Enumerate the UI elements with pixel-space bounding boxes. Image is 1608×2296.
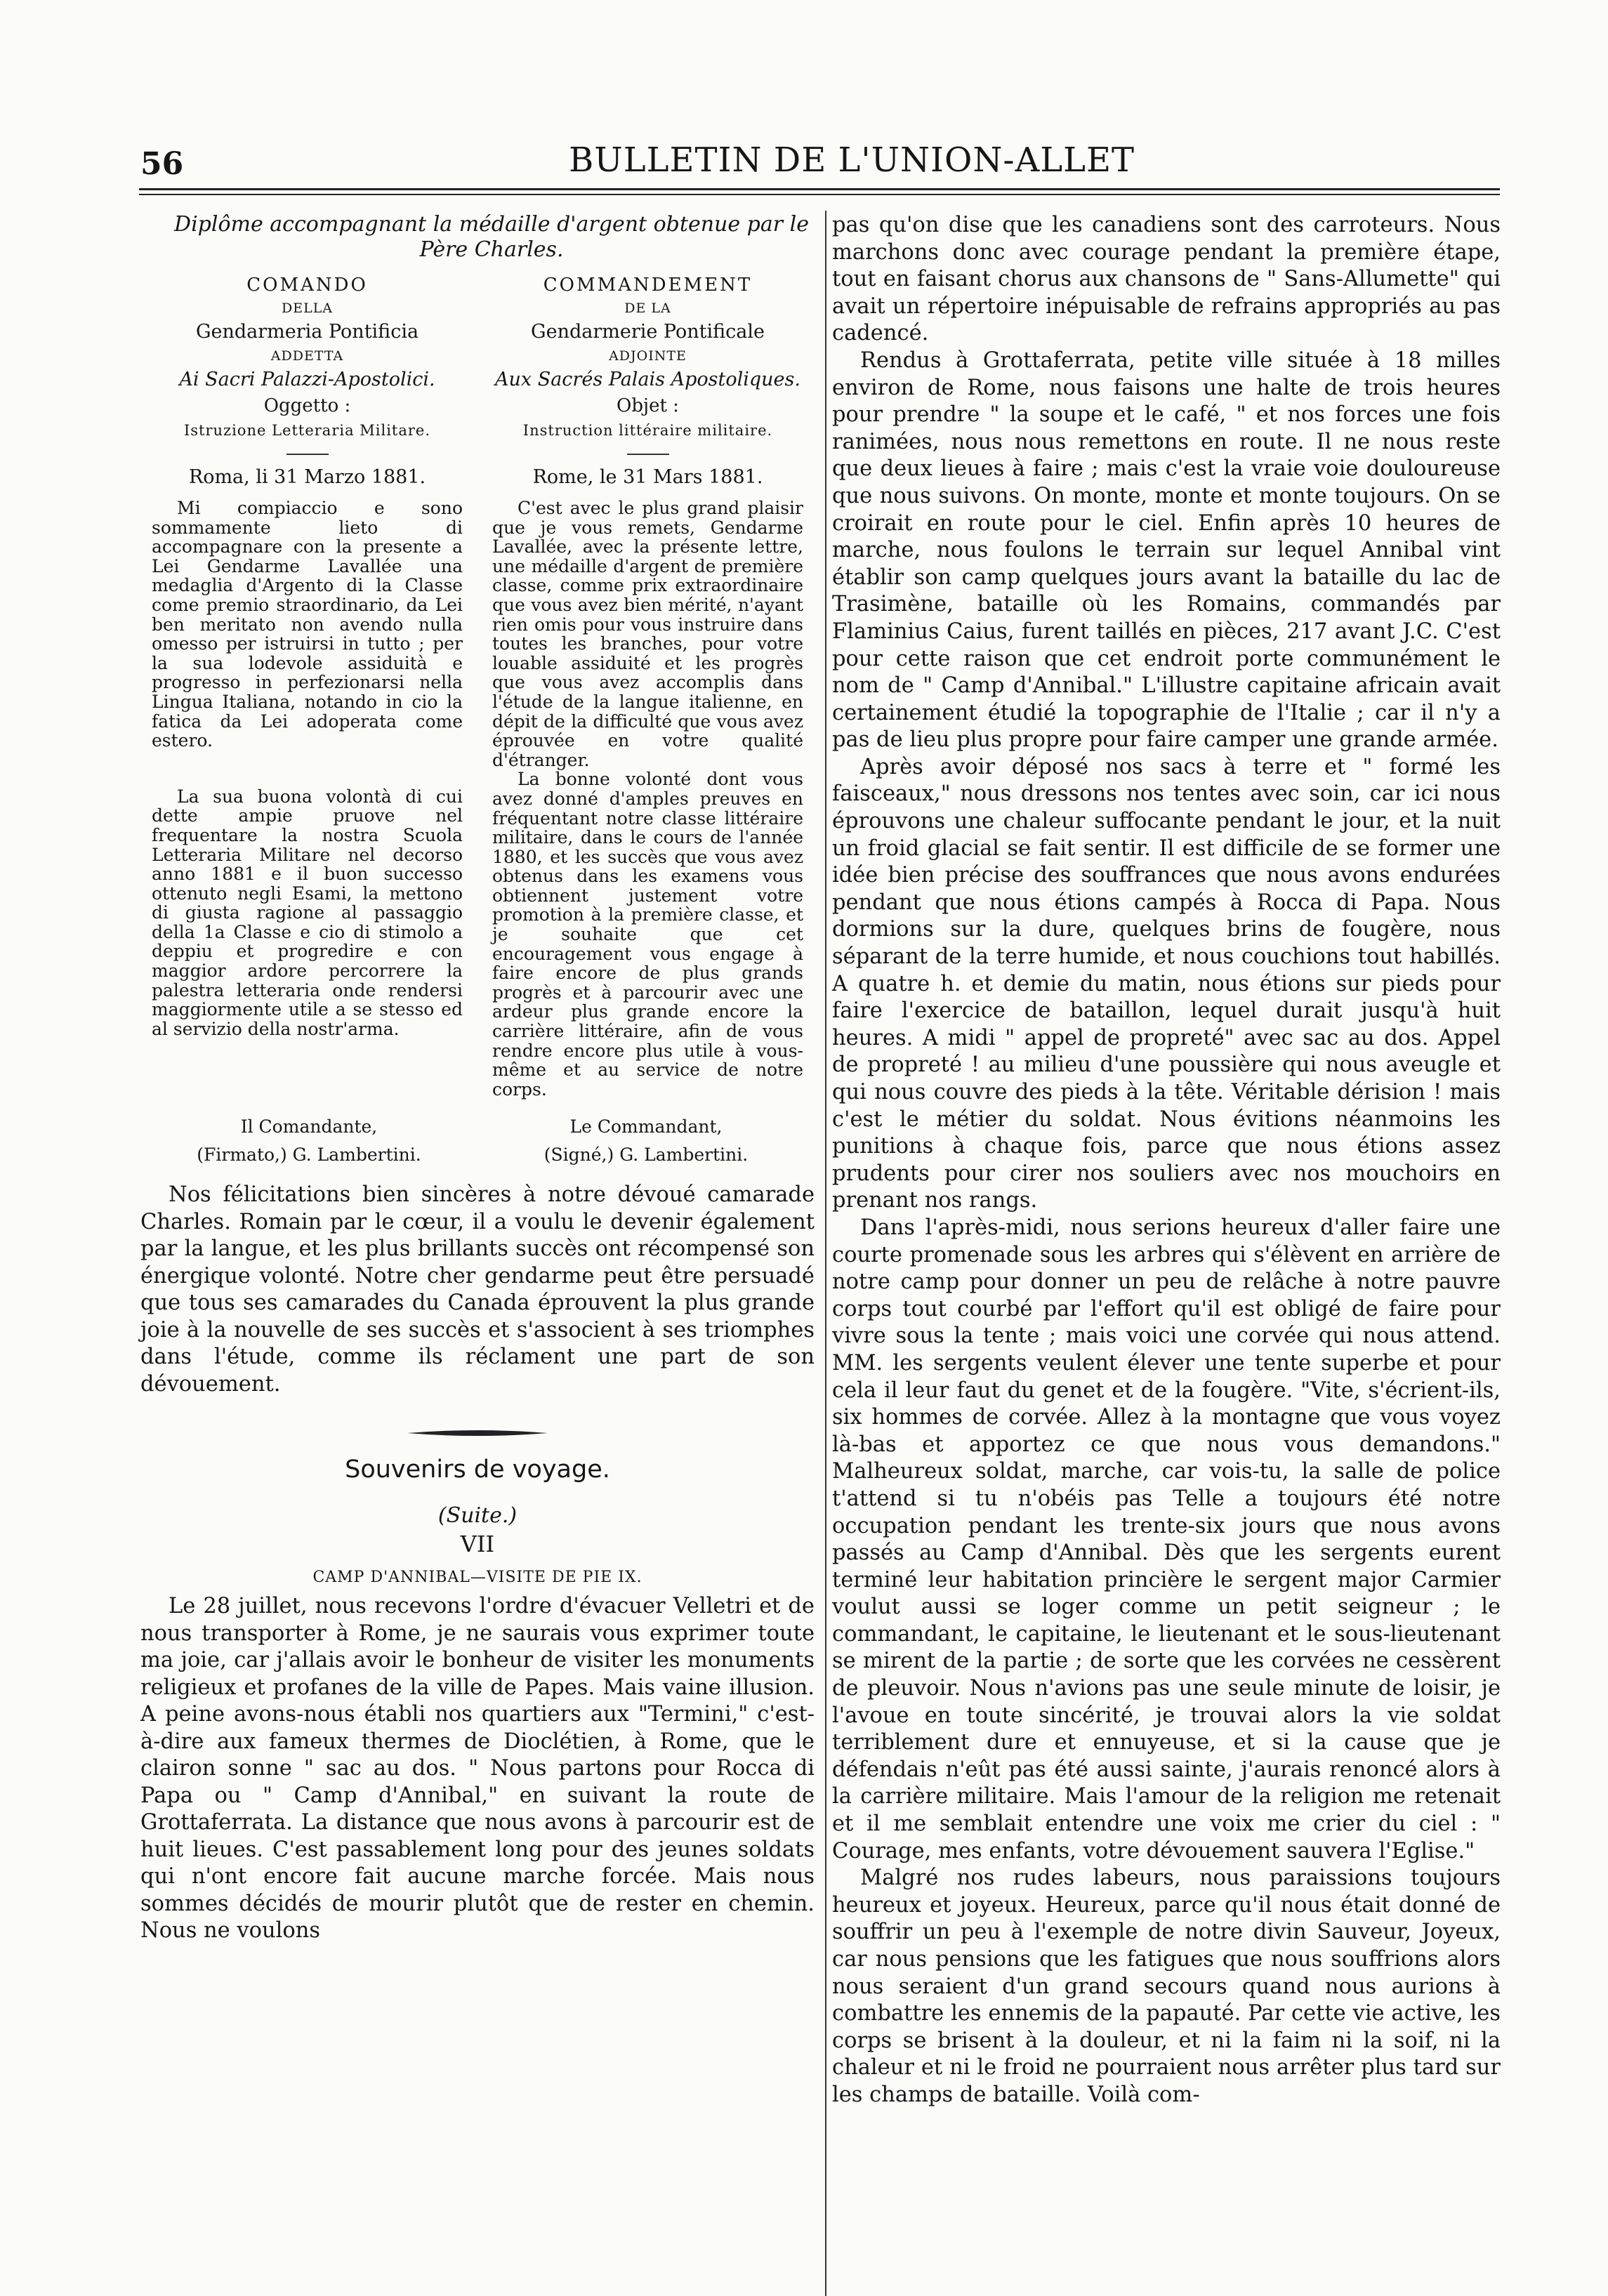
french-text	[481, 499, 815, 1099]
page-number: 56	[140, 146, 184, 182]
italian-paragraph-2: La sua buona volontà di cui dette ampie pruove nel frequentare la nostra Scuola Letteraria Militare nel decorso anno 1881 e il buon successo ottenuto negli Esami, la mettono di giusta ragione al passaggio della 1a Classe e cio di stimolo a deppiu et progredire e con maggior ardore percorrere la palestra letteraria onde rendersi maggiormente utile a se stesso ed al servizio della nostr'arma.	[152, 786, 463, 1039]
italian-heading-1: COMANDO	[246, 275, 368, 296]
french-heading-5: Aux Sacrés Palais Apostoliques.	[495, 369, 800, 390]
story-paragraph-4: Après avoir déposé nos sacs à terre et " formé les faisceaux," nous dressons nos tentes avec soin, car ici nous éprouvons une chaleur suffocante pendant le jour, et la nuit un froid glacial se fait sentir. Il est difficile de se former une idée bien précise des souffrances que nous avons endurées pendant que nous étions campés à Rocca di Papa. Nous dormions sur la dure, quelques brins de fougère, nous séparant de la terre humide, et nous couchions tout habillés. A quatre h. et demie du matin, nous étions sur pieds pour faire l'exercice de bataillon, lequel durait jusqu'à huit heures. A midi " appel de propreté" avec sac au dos. Appel de propreté ! au milieu d'une poussière qui nous aveugle et qui nous couvre des pieds à la tête. Véritable dérision ! mais c'est le métier du soldat. Nous évitions néanmoins les punitions à chaque fois, parce que nous étions assez prudents pour cirer nos souliers avec nos mouchoirs en prenant nos rangs.	[832, 754, 1501, 1213]
right-column	[832, 212, 1501, 2109]
suite-label: (Suite.)	[437, 1503, 518, 1529]
chapter-heading: CAMP D'ANNIBAL—VISITE DE PIE IX.	[312, 1569, 642, 1587]
french-signature: (Signé,) G. Lambertini.	[543, 1144, 749, 1166]
italian-paragraph-1: Mi compiaccio e sono sommamente lieto di accompagnare con la presente a Lei Gendarme Lavallée una medaglia d'Argento di la Classe come premio straordinario, da Lei ben meritato non avendo nulla omesso per istruirsi in tutto ; per la sua lodevole assiduità e progresso in perfezionarsi nella Lingua Italiana, notando in cio la fatica da Lei adoperata come estero.	[152, 498, 463, 751]
italian-subject-label: Oggetto :	[263, 395, 351, 416]
italian-signature: (Firmato,) G. Lambertini.	[197, 1144, 421, 1166]
left-column	[140, 212, 815, 1945]
french-paragraph-1: C'est avec le plus grand plaisir que je vous remets, Gendarme Lavallée, avec la présente lettre, une médaille d'argent de première classe, comme prix extraordinaire que vous avez bien mérité, n'ayant rien omis pour vous instruire dans toutes les branches, pour votre louable assiduité et les progrès que vous avez accomplis dans l'étude de la langue italienne, en dépit de la difficulté que vous avez éprouvée en votre qualité d'étranger.	[492, 498, 803, 770]
ornament-divider-icon	[407, 1429, 548, 1437]
italian-subject: Istruzione Letteraria Militare.	[183, 422, 431, 439]
story-paragraph-1: Le 28 juillet, nous recevons l'ordre d'évacuer Velletri et de nous transporter à Rome, je ne saurais vous exprimer toute ma joie, car j'allais avoir le bonheur de visiter les monuments religieux et profanes de la ville de Papes. Mais vaine illusion. A peine avons-nous établi nos quartiers aux "Termini," c'est-à-dire aux fameux thermes de Dioclétien, à Rome, que le clairon sonne " sac au dos. " Nous partons pour Rocca di Papa ou " Camp d'Annibal," en suivant la route de Grottaferrata. La distance que nous avons à parcourir est de huit lieues. C'est passablement long pour des jeunes soldats qui n'ont encore fait aucune marche forcée. Mais nous sommes décidés de mourir plutôt que de rester en chemin. Nous ne voulons	[140, 1594, 815, 1944]
section-title: Souvenirs de voyage.	[345, 1456, 610, 1484]
story-paragraph-6: Malgré nos rudes labeurs, nous paraissions toujours heureux et joyeux. Heureux, parce qu'il nous était donné de souffrir un peu à l'exemple de notre divin Sauveur, Joyeux, car nous pensions que les fatigues que nous souffrions alors nous seraient d'un grand secours quand nous aurions à combattre les ennemis de la papauté. Par cette vie active, les corps se brisent à la douleur, et ni la faim ni la soif, ni la chaleur et ni le froid ne pourraient nous arrêter plus tard sur les champs de bataille. Voilà com-	[832, 1866, 1501, 2107]
divider	[286, 454, 329, 455]
french-heading-1: COMMANDEMENT	[543, 275, 753, 296]
italian-signature-title: Il Comandante,	[240, 1116, 378, 1137]
signatures	[140, 1113, 815, 1169]
story-paragraph-3: Rendus à Grottaferrata, petite ville située à 18 milles environ de Rome, nous faisons une halte de trois heures pour prendre " la soupe et le café, " et nos forces une fois ranimées, nous nous remettons en route. Il ne nous reste que deux lieues à faire ; mais c'est la vraie voie douloureuse que nous suivons. On monte, monte et monte toujours. On se croirait en route pour le ciel. Enfin après 10 heures de marche, nous foulons le terrain sur lequel Annibal vint établir son camp quelques jours avant la bataille du lac de Trasimène, bataille où les Romains, commandés par Flaminius Caius, furent taillés en pièces, 217 avant J.C. C'est pour cette raison que cet endroit porte communément le nom de " Camp d'Annibal." L'illustre capitaine africain avait certainement étudié la topographie de l'Italie ; car il n'y a pas de lieu plus propre pour faire camper une grande armée.	[832, 348, 1501, 753]
french-paragraph-2: La bonne volonté dont vous avez donné d'amples preuves en fréquentant notre classe littéraire militaire, dans le cours de l'année 1880, et les succès que vous avez obtenus dans les examens vous obtiennent justement votre promotion à la première classe, et je souhaite que cet encouragement vous engage à faire encore de plus grands progrès et à parcourir avec une ardeur plus grande encore la carrière littéraire, afin de vous rendre encore plus utile à vous-même et au service de notre corps.	[492, 769, 803, 1100]
chapter-number: VII	[460, 1531, 495, 1558]
italian-date: Roma, li 31 Marzo 1881.	[188, 466, 426, 488]
french-subject: Instruction littéraire militaire.	[522, 422, 773, 439]
french-date: Rome, le 31 Mars 1881.	[532, 466, 763, 488]
french-subject-label: Objet :	[617, 395, 679, 416]
italian-heading-4: ADDETTA	[270, 348, 344, 364]
divider	[627, 454, 669, 455]
header-rule-thin	[139, 194, 1500, 195]
french-heading-4: ADJOINTE	[609, 348, 687, 364]
column-divider	[825, 211, 826, 2296]
story-paragraph-5: Dans l'après-midi, nous serions heureux d'aller faire une courte promenade sous les arbres qui s'élèvent en arrière de notre camp pour donner un peu de relâche à notre pauvre corps tout courbé par l'effort qu'il est obligé de faire pour vivre sous la tente ; mais voici une corvée qui nous attend. MM. les sergents veulent élever une tente superbe et pour cela il leur faut du genet et de la fougère. "Vite, s'écrient-ils, six hommes de corvée. Allez à la montagne que vous voyez là-bas et apportez ce que nous vous demandons." Malheureux soldat, marche, car vois-tu, la salle de police t'attend si tu n'obéis pas Telle a toujours été notre occupation pendant les trente-six jours que nous avons passés au Camp d'Annibal. Dès que les sergents eurent terminé leur habitation princière le sergent major Carmier voulut aussi se loger comme un petit seigneur ; le commandant, le capitaine, le lieutenant et le sous-lieutenant se mirent de la partie ; de sorte que les corvées ne cessèrent de pleuvoir. Nous n'avions pas une seule minute de loisir, je l'avoue en toute sincérité, je trouvai alors la vie soldat terriblement dure et ennuyeuse, et si la cause que je défendais n'eût pas été aussi sainte, j'aurais renoncé alors à la carrière militaire. Mais l'amour de la religion me retenait et il me semblait entendre une voix me crier du ciel : " Courage, mes enfants, votre dévouement sauvera l'Eglise."	[832, 1215, 1501, 1863]
diploma-title: Diplôme accompagnant la médaille d'argent obtenue par le Père Charles.	[174, 212, 809, 262]
felicitations-paragraph: Nos félicitations bien sincères à notre dévoué camarade Charles. Romain par le cœur, il a voulu le devenir également par la langue, et les plus brillants succès ont récompensé son énergique volonté. Notre cher gendarme peut être persuadé que tous ses camarades du Canada éprouvent la plus grande joie à la nouvelle de ses succès et s'associent à ses triomphes dans l'étude, comme ils réclament une part de son dévouement.	[140, 1182, 815, 1397]
header-rule	[139, 188, 1500, 190]
italian-heading-5: Ai Sacri Palazzi-Apostolici.	[179, 369, 435, 390]
diploma-heading	[140, 272, 815, 1099]
french-heading-3: Gendarmerie Pontificale	[531, 321, 765, 343]
running-title: BULLETIN DE L'UNION-ALLET	[569, 140, 1135, 180]
story-paragraph-2: pas qu'on dise que les canadiens sont des carroteurs. Nous marchons donc avec courage pendant la première étape, tout en faisant chorus aux chansons de " Sans-Allumette" qui avait un répertoire inépuisable de refrains appropriés au pas cadencé.	[832, 213, 1501, 346]
italian-heading-3: Gendarmeria Pontificia	[195, 321, 419, 343]
italian-heading-2: DELLA	[281, 301, 334, 316]
french-heading-2: DE LA	[624, 301, 671, 316]
french-signature-title: Le Commandant,	[569, 1116, 723, 1137]
italian-text	[140, 499, 474, 1099]
